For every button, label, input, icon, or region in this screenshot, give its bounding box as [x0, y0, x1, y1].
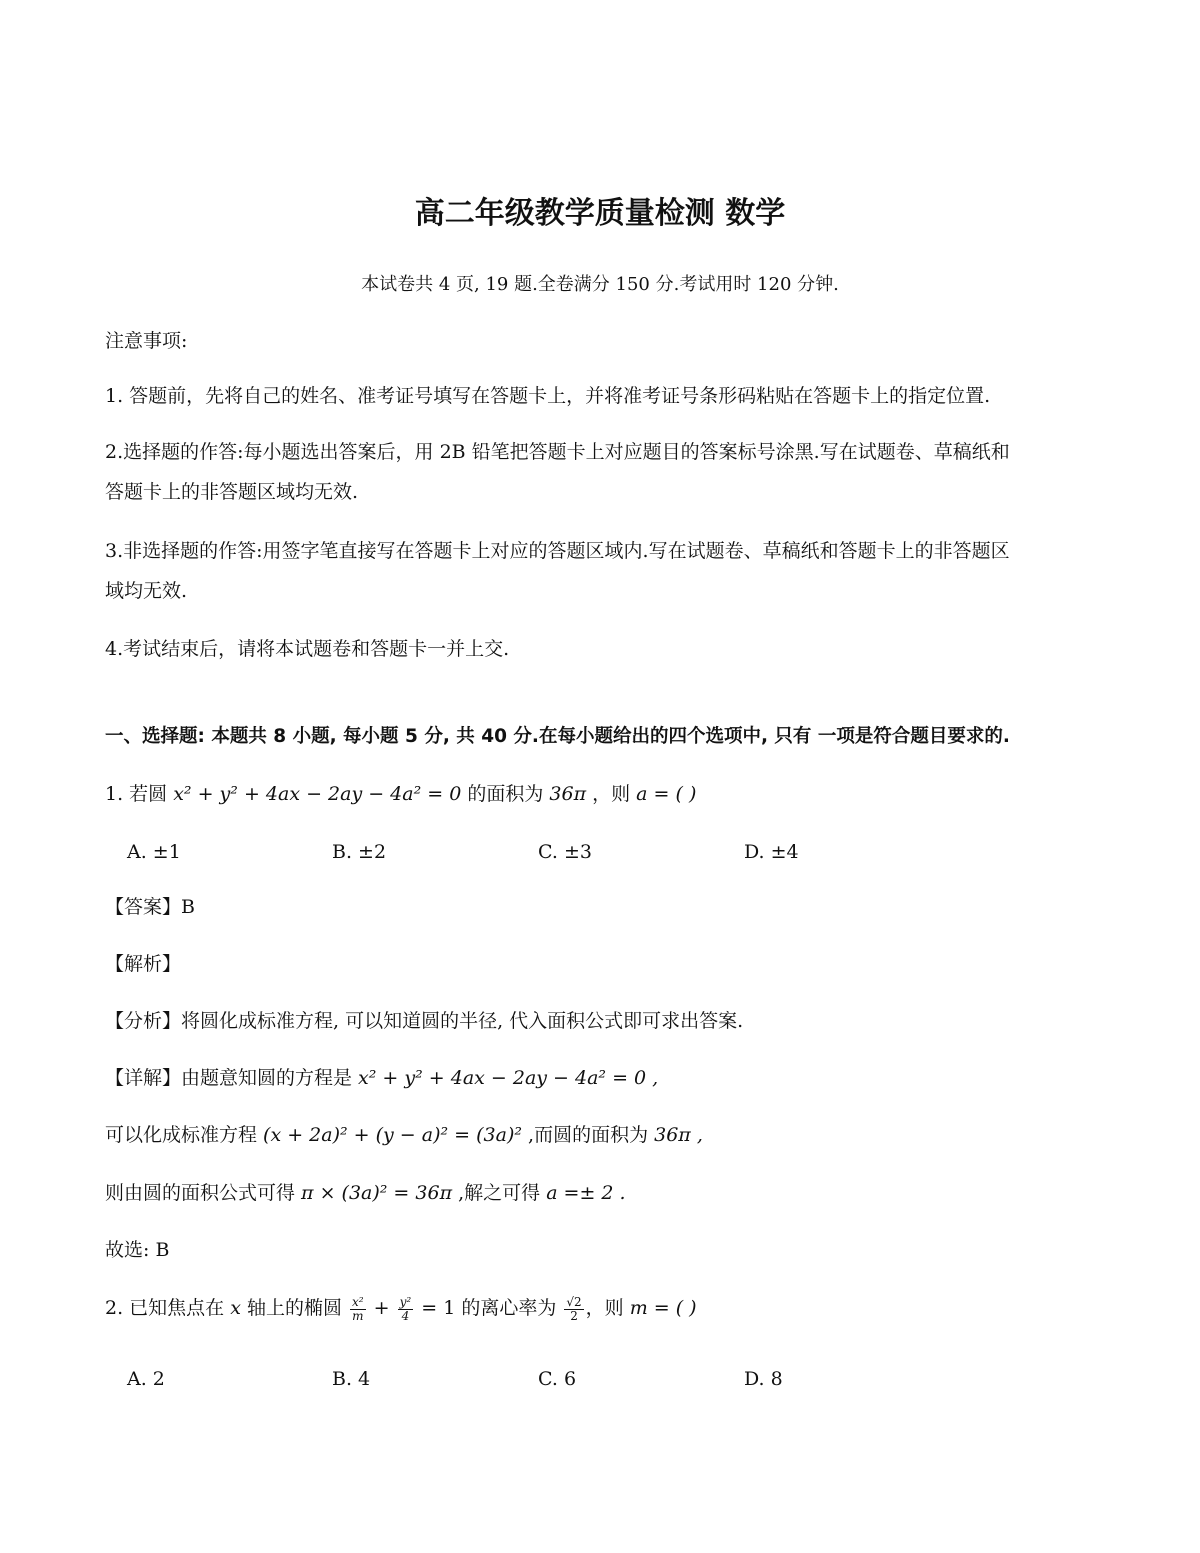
q2-option-d: D. 8 — [744, 1368, 783, 1390]
q1-equation: x² + y² + 4ax − 2ay − 4a² = 0 — [173, 783, 462, 805]
q1-analysis-label: 【解析】 — [105, 953, 182, 975]
q1-detail-equation: x² + y² + 4ax − 2ay − 4a² = 0 , — [358, 1067, 659, 1089]
exam-info: 本试卷共 4 页, 19 题.全卷满分 150 分.考试用时 120 分钟. — [361, 274, 839, 295]
q2-fraction-eccentricity — [564, 1296, 583, 1322]
notice-item-1: 1. 答题前，先将自己的姓名、准考证号填写在答题卡上，并将准考证号条形码粘贴在答题卡上的指定位置. — [105, 385, 991, 407]
q2-option-b: B. 4 — [332, 1368, 371, 1390]
section-heading: 一、选择题: 本题共 8 小题, 每小题 5 分, 共 40 分.在每小题给出的四个选项中, 只有 一项是符合题目要求的. — [105, 726, 1010, 747]
q2-mid1: 轴上的椭圆 — [240, 1297, 349, 1320]
q1-option-d: D. ±4 — [744, 841, 799, 863]
notice-item-4-cont: 域均无效. — [105, 580, 188, 602]
notice-item-2: 2.选择题的作答:每小题选出答案后，用 2B 铅笔把答题卡上对应题目的答案标号涂黑.写在试题卷、草稿纸和 — [105, 441, 1010, 463]
q1-step-3 — [105, 1182, 626, 1205]
q1-detail-prefix: 【详解】由题意知圆的方程是 — [105, 1067, 359, 1089]
q2-frac2-num: y² — [399, 1295, 412, 1309]
q2-ask: m = ( ) — [629, 1297, 697, 1320]
q1-step2-prefix: 可以化成标准方程 — [105, 1124, 264, 1146]
q2-frac1-den: m — [352, 1308, 364, 1323]
notice-item-2-cont: 答题卡上的非答题区域均无效. — [105, 481, 359, 503]
q2-axis: x — [230, 1297, 241, 1320]
q2-frac3-den: 2 — [570, 1308, 578, 1323]
q2-fraction-x — [350, 1296, 366, 1322]
q1-step-2 — [105, 1124, 703, 1147]
q1-step3-prefix: 则由圆的面积公式可得 — [105, 1182, 302, 1204]
q1-choice: 故选: B — [105, 1239, 170, 1261]
q1-option-c: C. ±3 — [538, 841, 592, 863]
q2-fraction-y — [398, 1296, 414, 1322]
q1-detail — [105, 1067, 658, 1090]
q2-suffix: ，则 — [585, 1297, 630, 1320]
q2-plus: + — [367, 1297, 396, 1320]
q2-frac3-num: √2 — [566, 1295, 582, 1309]
q1-answer: 【答案】B — [105, 896, 195, 918]
q2-frac1-num: x² — [352, 1295, 364, 1309]
notice-item-5: 4.考试结束后，请将本试题卷和答题卡一并上交. — [105, 638, 510, 660]
q1-step2-mid: ,而圆的面积为 — [521, 1124, 655, 1146]
page-title: 高二年级教学质量检测 数学 — [414, 196, 786, 231]
q1-middle: 的面积为 — [461, 783, 550, 805]
q1-option-a: A. ±1 — [127, 841, 181, 863]
q1-step3-result: a =± 2 . — [546, 1182, 626, 1204]
q1-fenxi: 【分析】将圆化成标准方程, 可以知道圆的半径, 代入面积公式即可求出答案. — [105, 1010, 744, 1032]
q1-step3-mid: ,解之可得 — [452, 1182, 547, 1204]
q1-step2-area: 36π , — [654, 1124, 703, 1146]
q1-option-b: B. ±2 — [332, 841, 387, 863]
q2-mid2: 的离心率为 — [455, 1297, 563, 1320]
q1-area: 36π — [549, 783, 587, 805]
q1-ask: a = ( ) — [636, 783, 697, 805]
q1-prefix: 1. 若圆 — [105, 783, 174, 805]
q1-step2-equation: (x + 2a)² + (y − a)² = (3a)² — [263, 1124, 522, 1146]
question-2-stem — [105, 1296, 697, 1322]
q2-equals-one: = 1 — [415, 1297, 456, 1320]
q2-frac2-den: 4 — [401, 1308, 410, 1323]
question-1-stem — [105, 783, 696, 806]
notice-heading: 注意事项: — [105, 330, 188, 352]
q1-step3-equation: π × (3a)² = 36π — [301, 1182, 453, 1204]
notice-item-3: 3.非选择题的作答:用签字笔直接写在答题卡上对应的答题区域内.写在试题卷、草稿纸和答题卡上的非答题区 — [105, 540, 1010, 562]
q1-suffix: ，则 — [586, 783, 637, 805]
q2-prefix: 2. 已知焦点在 — [105, 1297, 231, 1320]
q2-option-a: A. 2 — [127, 1368, 165, 1390]
q2-option-c: C. 6 — [538, 1368, 577, 1390]
